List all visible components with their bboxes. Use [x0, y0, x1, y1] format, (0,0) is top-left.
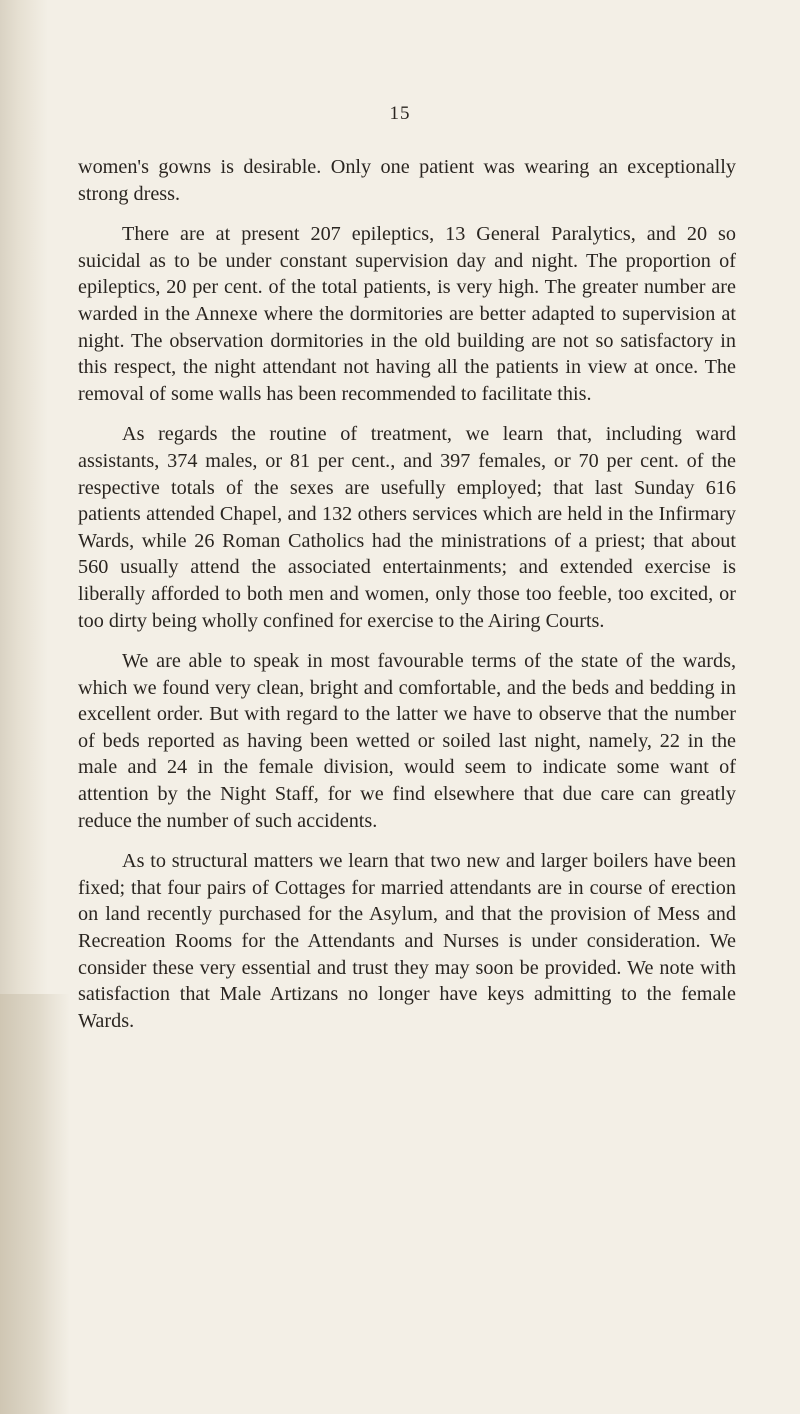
paragraph-treatment: As regards the routine of treatment, we learn that, including ward assistants, 374 males, or 81 per cent., and 397 females, or 70 per cent. of the respective totals of the sexes are usefully employed; that last Sunday 616 patients attended Chapel, and 132 others services which are held in the Infirmary Wards, while 26 Roman Catholics had the ministrations of a priest; that about 560 usually attend the associated entertainments; and extended exercise is liberally afforded to both men and women, only those too feeble, too excited, or too dirty being wholly confined for exercise to the Airing Courts.	[78, 423, 736, 632]
paragraph-epileptics: There are at present 207 epileptics, 13 General Paralytics, and 20 so suicidal as to be under constant supervision day and night. The proportion of epileptics, 20 per cent. of the total patients, is very high. The greater number are warded in the Annexe where the dormitories are better adapted to supervision at night. The observation dormitories in the old building are not so satisfactory in this respect, the night attendant not having all the patients in view at once. The removal of some walls has been recommended to facilitate this.	[78, 223, 736, 405]
page-edge-shadow-bottom	[0, 994, 70, 1414]
body-text	[78, 154, 736, 1034]
paragraph-wards: We are able to speak in most favourable terms of the state of the wards, which we found very clean, bright and comfortable, and the beds and bedding in excellent order. But with regard to the latter we have to observe that the number of beds reported as having been wetted or soiled last night, namely, 22 in the male and 24 in the female division, would seem to indicate some want of attention by the Night Staff, for we find elsewhere that due care can greatly reduce the number of such accidents.	[78, 650, 736, 832]
paragraph-structural: As to structural matters we learn that two new and larger boilers have been fixed; that four pairs of Cottages for married attendants are in course of erection on land recently purchased for the Asylum, and that the provision of Mess and Recreation Rooms for the Attendants and Nurses is under consideration. We consider these very essential and trust they may soon be provided. We note with satisfaction that Male Artizans no longer have keys admitting to the female Wards.	[78, 850, 736, 1032]
paragraph-gowns: women's gowns is desirable. Only one patient was wearing an exceptionally strong dress.	[78, 156, 736, 205]
page-number: 15	[389, 103, 411, 124]
